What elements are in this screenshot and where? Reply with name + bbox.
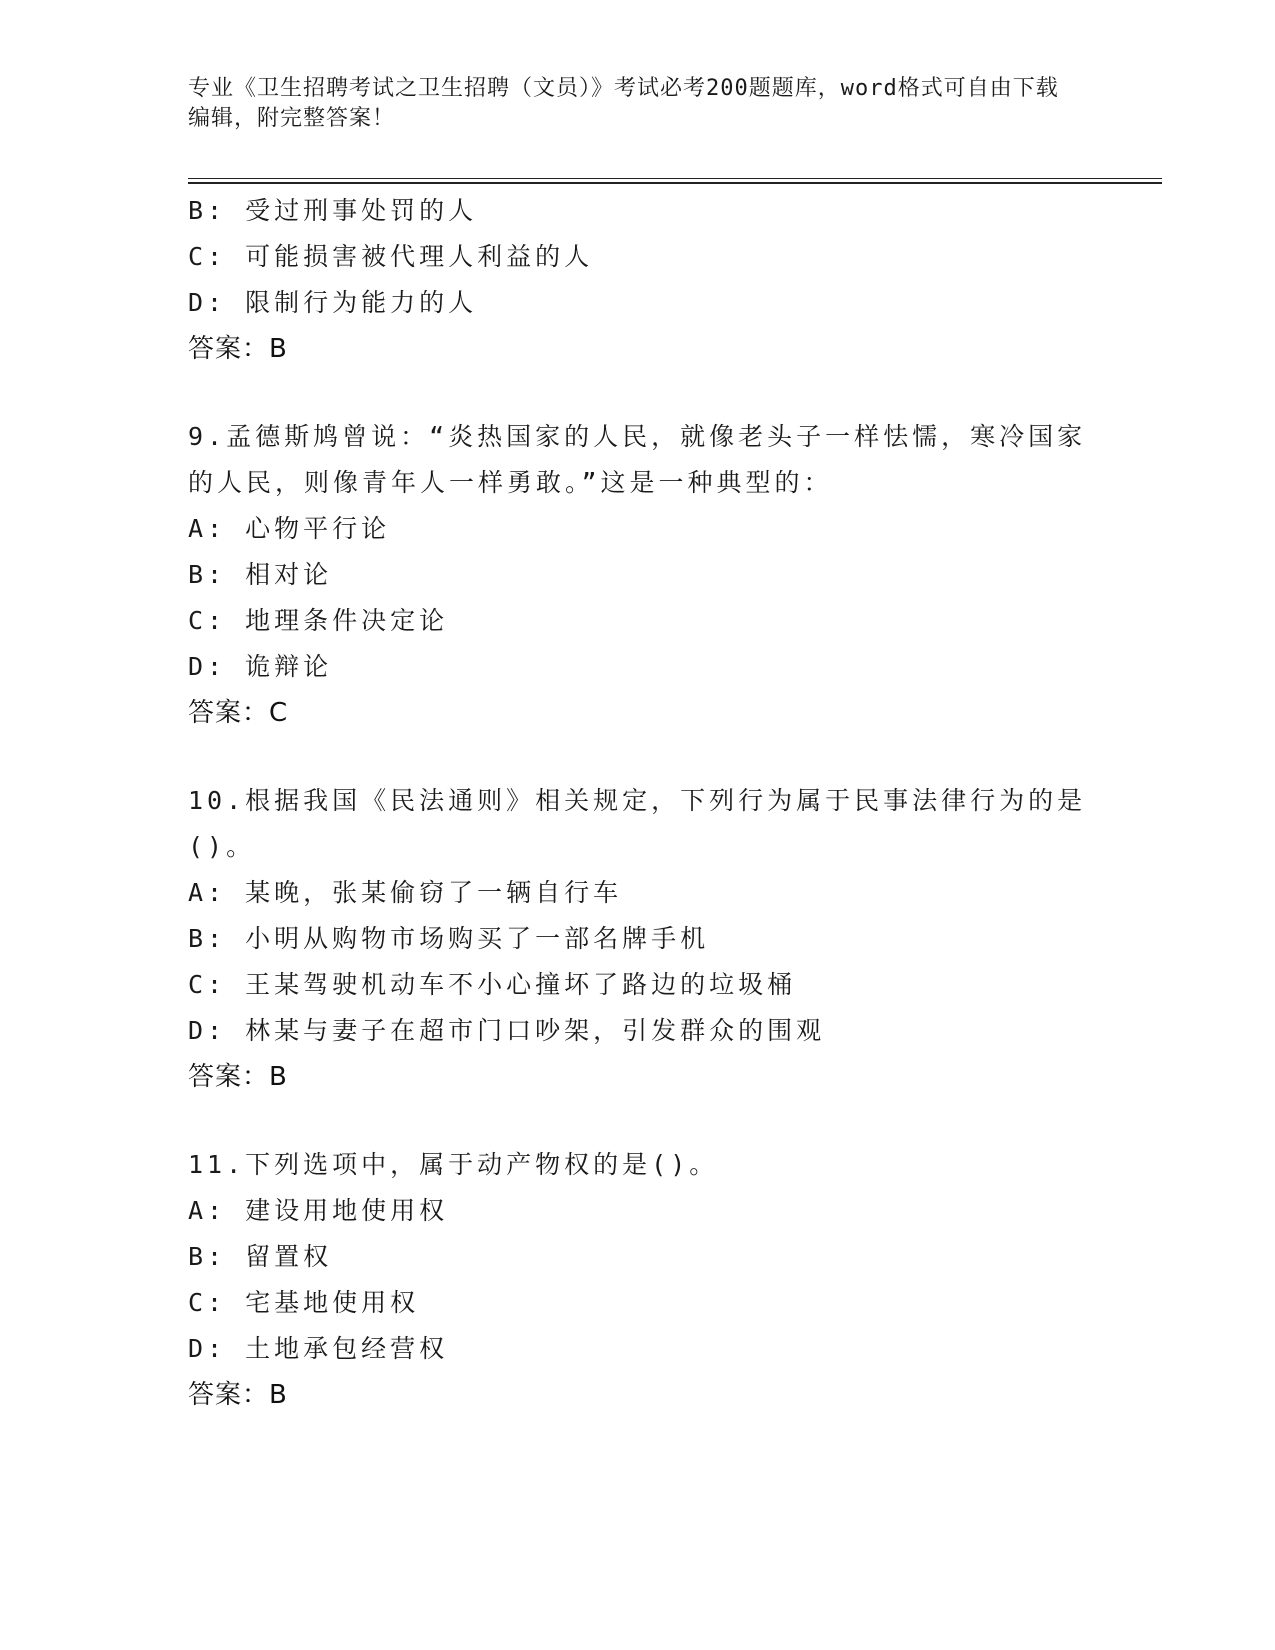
question-11 [188, 1142, 1088, 1418]
question-8 [188, 188, 1088, 372]
option-a: A: 某晚，张某偷窃了一辆自行车 [188, 878, 623, 907]
option-c: C: 宅基地使用权 [188, 1288, 420, 1317]
question-list [188, 188, 1088, 1418]
header-divider-thin [188, 178, 1162, 179]
option-a: A: 心物平行论 [188, 514, 391, 543]
option-b: B: 留置权 [188, 1242, 333, 1271]
option-c: C: 王某驾驶机动车不小心撞坏了路边的垃圾桶 [188, 970, 797, 999]
option-a: A: 建设用地使用权 [188, 1196, 449, 1225]
option-c: C: 可能损害被代理人利益的人 [188, 242, 594, 271]
question-9 [188, 414, 1088, 736]
question-stem: 9.孟德斯鸠曾说：“炎热国家的人民，就像老头子一样怯懦，寒冷国家的人民，则像青年人一样勇敢。”这是一种典型的： [188, 422, 1087, 497]
answer: 答案：C [188, 698, 289, 728]
header-divider-thick [188, 182, 1162, 184]
question-10 [188, 778, 1088, 1100]
option-d: D: 限制行为能力的人 [188, 288, 478, 317]
answer: 答案：B [188, 1380, 288, 1410]
answer: 答案：B [188, 1062, 288, 1092]
document-header: 专业《卫生招聘考试之卫生招聘（文员）》考试必考200题题库，word格式可自由下载编辑，附完整答案！ [188, 76, 1059, 131]
option-d: D: 诡辩论 [188, 652, 333, 681]
answer: 答案：B [188, 334, 288, 364]
option-b: B: 受过刑事处罚的人 [188, 196, 478, 225]
option-c: C: 地理条件决定论 [188, 606, 449, 635]
option-b: B: 小明从购物市场购买了一部名牌手机 [188, 924, 710, 953]
option-b: B: 相对论 [188, 560, 333, 589]
option-d: D: 林某与妻子在超市门口吵架，引发群众的围观 [188, 1016, 826, 1045]
question-stem: 10.根据我国《民法通则》相关规定，下列行为属于民事法律行为的是()。 [188, 786, 1087, 861]
option-d: D: 土地承包经营权 [188, 1334, 449, 1363]
question-stem: 11.下列选项中，属于动产物权的是()。 [188, 1150, 719, 1179]
